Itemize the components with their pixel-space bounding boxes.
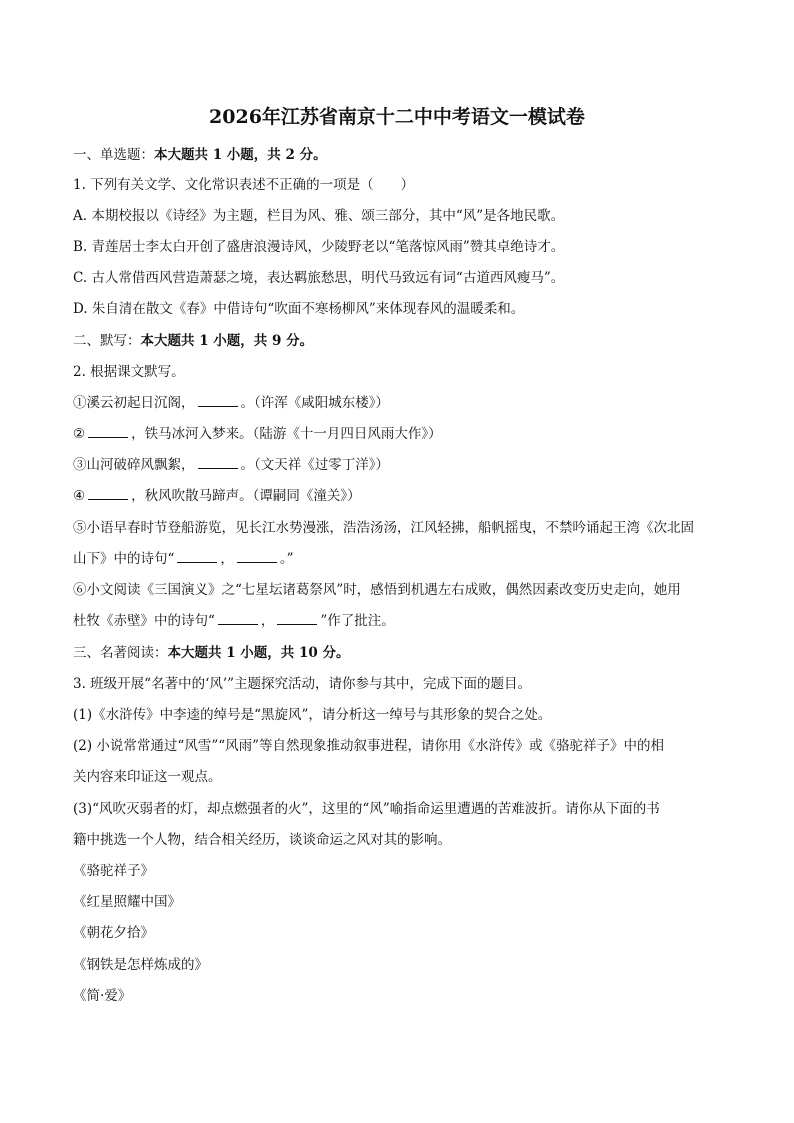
section-header-3 (73, 643, 723, 663)
question-3-sub-3-line-1: (3)“风吹灭弱者的灯，却点燃强者的火”，这里的“风”喻指命运里遭遇的苦难波折。请你从下面的书 (73, 801, 660, 817)
question-1-option-c: C. 古人常借西风营造萧瑟之境，表达羁旅愁思，明代马致远有词“古道西风瘦马”。 (73, 270, 565, 286)
answer-blank[interactable] (88, 425, 128, 438)
section-desc: 本大题共 1 小题，共 2 分。 (154, 147, 327, 163)
question-3-sub-2-line-1: (2) 小说常常通过“风雪”“风雨”等自然现象推动叙事进程，请你用《水浒传》或《骆驼祥子》中的相 (73, 738, 665, 754)
question-3-sub-3-line-2: 籍中挑选一个人物，结合相关经历，谈谈命运之风对其的影响。 (73, 832, 451, 848)
item-text: ， (220, 551, 234, 567)
item-text: ，秋风吹散马蹄声。（谭嗣同《潼关》） (131, 488, 361, 504)
item-text: ，铁马冰河入梦来。（陆游《十一月四日风雨大作》） (131, 426, 442, 442)
question-1-option-b: B. 青莲居士李太白开创了盛唐浪漫诗风，少陵野老以“笔落惊风雨”赞其卓绝诗才。 (73, 239, 565, 255)
section-prefix: 二、默写： (73, 333, 141, 349)
item-text: ③山河破碎风飘絮， (73, 457, 195, 473)
question-2-item-6-line-1: ⑥小文阅读《三国演义》之“七星坛诸葛祭风”时，感悟到机遇左右成败，偶然因素改变历史走向，她用 (73, 582, 681, 598)
section-desc: 本大题共 1 小题，共 10 分。 (167, 645, 350, 661)
answer-blank[interactable] (198, 456, 238, 469)
question-2-stem: 2. 根据课文默写。 (73, 364, 185, 380)
section-prefix: 三、名著阅读： (73, 645, 168, 661)
question-2-item-6-line-2 (73, 611, 723, 631)
item-text: 。（许浑《咸阳城东楼》） (240, 395, 389, 411)
question-2-item-1 (73, 393, 723, 413)
book-item: 《简·爱》 (73, 988, 132, 1004)
item-text: 。” (279, 551, 294, 567)
answer-blank[interactable] (88, 487, 128, 500)
question-1-option-d: D. 朱自清在散文《春》中借诗句“吹面不寒杨柳风”来体现春风的温暖柔和。 (73, 301, 525, 317)
question-2-item-4 (73, 486, 723, 506)
book-item: 《红星照耀中国》 (73, 894, 181, 910)
answer-blank[interactable] (198, 394, 238, 407)
book-item: 《朝花夕拾》 (73, 925, 154, 941)
section-prefix: 一、单选题： (73, 147, 154, 163)
question-1-option-a: A. 本期校报以《诗经》为主题，栏目为风、雅、颂三部分，其中“风”是各地民歌。 (73, 208, 565, 224)
item-text: 。（文天祥《过零丁洋》） (240, 457, 389, 473)
question-3-sub-1: (1)《水浒传》中李逵的绰号是“黑旋风”，请分析这一绰号与其形象的契合之处。 (73, 707, 552, 723)
item-text: ”作了批注。 (320, 613, 395, 629)
book-item: 《骆驼祥子》 (73, 863, 154, 879)
question-1-stem: 1. 下列有关文学、文化常识表述不正确的一项是（ ） (73, 177, 415, 193)
answer-blank[interactable] (218, 612, 258, 625)
question-2-item-2 (73, 424, 723, 444)
question-3-sub-2-line-2: 关内容来印证这一观点。 (73, 769, 222, 785)
item-text: 杜牧《赤壁》中的诗句“ (73, 613, 215, 629)
item-text: ④ (73, 488, 86, 504)
section-header-1 (73, 145, 723, 165)
item-text: ①溪云初起日沉阁， (73, 395, 195, 411)
question-2-item-5-line-2 (73, 549, 723, 569)
question-3-stem: 3. 班级开展“名著中的‘风’”主题探究活动，请你参与其中，完成下面的题目。 (73, 676, 532, 692)
section-desc: 本大题共 1 小题，共 9 分。 (140, 333, 314, 349)
page-title: 2026年江苏省南京十二中中考语文一模试卷 (209, 106, 585, 128)
question-2-item-3 (73, 455, 723, 475)
item-text: ② (73, 426, 86, 442)
item-text: ， (260, 613, 275, 629)
book-item: 《钢铁是怎样炼成的》 (73, 957, 208, 973)
question-2-item-5-line-1: ⑤小语早春时节登船游览，见长江水势漫涨，浩浩汤汤，江风轻拂，船帆摇曳，不禁吟诵起王湾《次北固 (73, 520, 694, 536)
answer-blank[interactable] (277, 612, 317, 625)
item-text: 山下》中的诗句“ (73, 551, 175, 567)
answer-blank[interactable] (237, 550, 277, 563)
answer-blank[interactable] (177, 550, 217, 563)
section-header-2 (73, 331, 723, 351)
